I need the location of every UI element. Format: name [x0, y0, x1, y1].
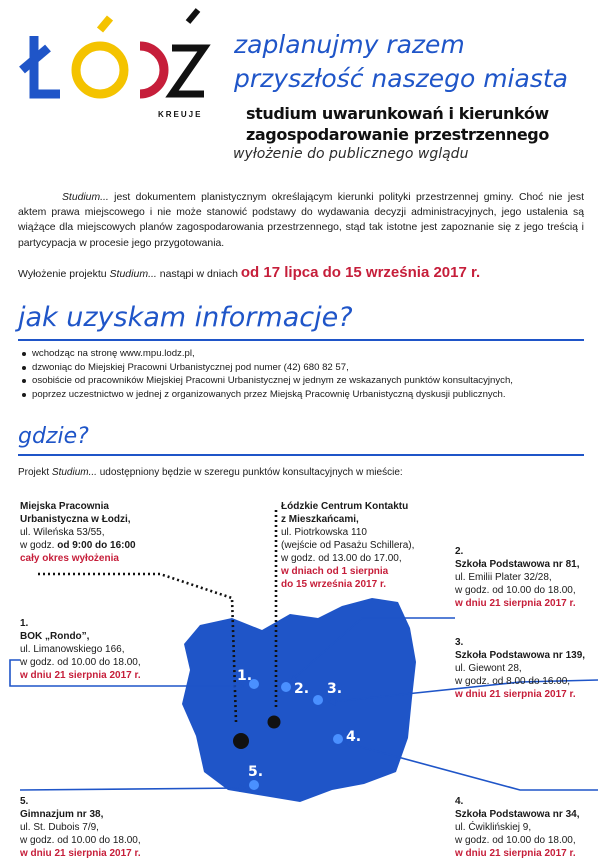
place-3-address: ul. Giewont 28, [455, 663, 522, 674]
place-4 [455, 795, 579, 860]
period-middle: nastąpi w dniach [156, 268, 241, 280]
info-bullet: poprzez uczestnictwo w jednej z organizowanych przez Miejską Pracownię Urbanistyczną dyskusji publicznych. [20, 388, 513, 402]
place-2-number: 2. [455, 546, 464, 557]
info-bullet: osobiście od pracowników Miejskiej Pracowni Urbanistycznej w jednym ze wskazanych punktów konsultacyjnych, [20, 374, 513, 388]
place-mpu-hours-prefix: w godz. [20, 540, 58, 551]
place-mpu [20, 500, 136, 565]
place-5 [20, 795, 141, 860]
intro-study-term: Studium... [62, 192, 109, 203]
map-marker-1: 1. [237, 668, 253, 684]
place-lckm-period-2: do 15 września 2017 r. [281, 579, 387, 590]
where-study-term: Studium... [51, 467, 97, 478]
place-mpu-period: cały okres wyłożenia [20, 553, 119, 564]
intro-text: jest dokumentem planistycznym określającym kierunki polityki przestrzennej gminy. Choć nie jest aktem prawa miejscowego i nie może stanowić podstawy do wydawania decyzji administracyjnych, jego ustalenia są wiążące dla miejscowych planów zagospodarowania przestrzennego, stąd tak istotne jest zapoznanie się z jego treścią i partycypacja w procesie jego przygotowania. [18, 192, 584, 249]
place-mpu-address: ul. Wileńska 53/55, [20, 527, 105, 538]
place-1-date: w dniu 21 sierpnia 2017 r. [20, 670, 141, 681]
place-lckm-address: ul. Piotrkowska 110 [281, 527, 367, 538]
study-title [246, 103, 549, 145]
info-bullet: dzwoniąc do Miejskiej Pracowni Urbanistycznej pod numer (42) 680 82 57, [20, 361, 513, 375]
place-lckm [281, 500, 414, 591]
period-study-term: Studium... [109, 268, 157, 280]
info-bullet: wchodząc na stronę www.mpu.lodz.pl, [20, 347, 513, 361]
info-bullet-list [20, 347, 513, 401]
map-marker-3: 3. [327, 681, 343, 697]
slogan [234, 28, 568, 96]
place-lckm-period-1: w dniach od 1 sierpnia [281, 566, 389, 577]
map-marker-4: 4. [346, 729, 362, 745]
place-4-name: Szkoła Podstawowa nr 34, [455, 809, 580, 820]
info-heading: jak uzyskam informacje? [18, 302, 353, 333]
place-3-hours: w godz. od 8.00 do 16.00, [455, 676, 571, 687]
slogan-line-1: zaplanujmy razem [234, 30, 465, 59]
place-5-name: Gimnazjum nr 38, [20, 809, 104, 820]
study-subtitle: wyłożenie do publicznego wglądu [233, 146, 469, 162]
place-3 [455, 636, 585, 701]
place-lckm-hours: w godz. od 13.00 do 17.00, [281, 553, 402, 564]
map-marker-2: 2. [294, 681, 310, 697]
place-5-number: 5. [20, 796, 29, 807]
where-intro-prefix: Projekt [18, 467, 52, 478]
place-2-name: Szkoła Podstawowa nr 81, [455, 559, 580, 570]
place-lckm-name-2: z Mieszkańcami, [281, 514, 359, 525]
place-5-hours: w godz. od 10.00 do 18.00, [20, 835, 141, 846]
info-heading-rule [18, 339, 584, 341]
place-mpu-hours-line [20, 539, 136, 552]
where-intro-suffix: udostępniony będzie w szeregu punktów konsultacyjnych w mieście: [96, 467, 403, 478]
place-5-date: w dniu 21 sierpnia 2017 r. [20, 848, 141, 859]
place-4-date: w dniu 21 sierpnia 2017 r. [455, 848, 576, 859]
place-2-address: ul. Emilii Plater 32/28, [455, 572, 552, 583]
place-1-hours: w godz. od 10.00 do 18.00, [20, 657, 141, 668]
display-period [18, 264, 480, 281]
period-prefix: Wyłożenie projektu [18, 268, 110, 280]
place-3-number: 3. [455, 637, 464, 648]
place-4-hours: w godz. od 10.00 do 18.00, [455, 835, 576, 846]
place-lckm-name-1: Łódzkie Centrum Kontaktu [281, 501, 409, 512]
place-3-date: w dniu 21 sierpnia 2017 r. [455, 689, 576, 700]
place-mpu-hours: od 9:00 do 16:00 [57, 540, 136, 551]
place-1-number: 1. [20, 618, 29, 629]
study-title-line-2: zagospodarowanie przestrzennego [246, 125, 549, 144]
place-1-address: ul. Limanowskiego 166, [20, 644, 125, 655]
place-2 [455, 545, 579, 610]
lodz-city-shape [182, 598, 416, 802]
map-marker-5: 5. [248, 764, 264, 780]
place-mpu-name-1: Miejska Pracownia [20, 501, 109, 512]
slogan-line-2: przyszłość naszego miasta [234, 64, 568, 93]
place-2-date: w dniu 21 sierpnia 2017 r. [455, 598, 576, 609]
place-1-name: BOK „Rondo”, [20, 631, 90, 642]
place-5-address: ul. St. Dubois 7/9, [20, 822, 99, 833]
period-dates: od 17 lipca do 15 września 2017 r. [240, 264, 481, 281]
place-2-hours: w godz. od 10.00 do 18.00, [455, 585, 576, 596]
where-heading: gdzie? [18, 424, 89, 449]
where-heading-rule [18, 454, 584, 456]
intro-paragraph [18, 190, 584, 251]
place-lckm-entrance: (wejście od Pasażu Schillera), [281, 540, 415, 551]
where-intro [18, 467, 403, 478]
place-4-number: 4. [455, 796, 464, 807]
place-3-name: Szkoła Podstawowa nr 139, [455, 650, 586, 661]
logo-tagline: KREUJE [158, 110, 203, 119]
place-mpu-name-2: Urbanistyczna w Łodzi, [20, 514, 131, 525]
study-title-line-1: studium uwarunkowań i kierunków [246, 104, 549, 123]
place-1 [20, 617, 141, 682]
place-4-address: ul. Ćwiklińskiej 9, [455, 822, 532, 833]
